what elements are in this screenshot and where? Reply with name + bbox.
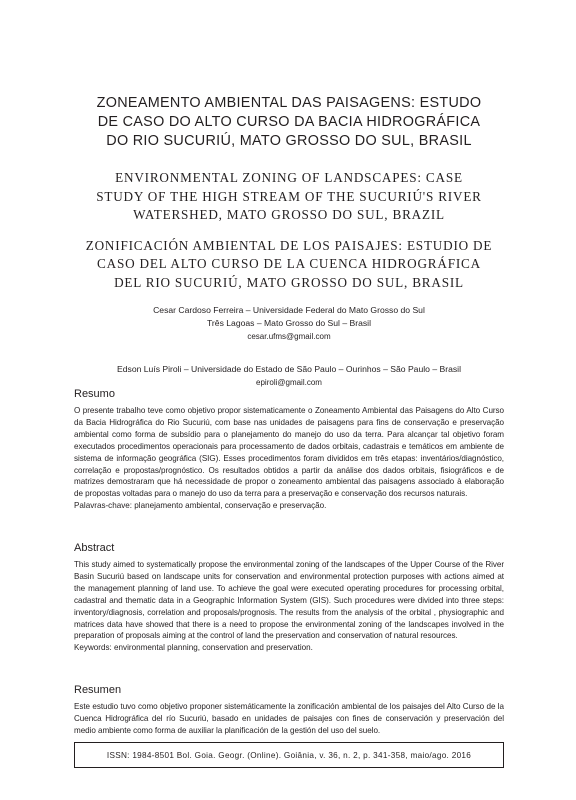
author-1: [74, 304, 504, 343]
title-english: [74, 169, 504, 225]
title-en-line: WATERSHED, MATO GROSSO DO SUL, BRAZIL: [133, 207, 445, 222]
author-1-location: Três Lagoas – Mato Grosso do Sul – Brasil: [207, 318, 371, 328]
resumo-text: O presente trabalho teve como objetivo propor sistematicamente o Zoneamento Ambiental das Paisagens do Alto Curso da Bacia Hidrográfica do Rio Sucuriú, com base nas unidades de paisagens para fins de conservação e preservação ambiental como forma de subsídio para o planejamento do manejo do uso da terra. Para alcançar tal objetivo foram executados procedimentos operacionais para processamento de dados orbitais, cadastrais e temáticos em ambiente de sistema de informação geográfica (SIG). Esses procedimentos foram divididos em três etapas: inventários/diagnóstico, correlação e propostas/prognóstico. Os resultados obtidos a partir da análise dos dados orbitais, fisiográficos e de matrizes demostraram que há necessidade de propor o zoneamento ambiental das paisagens associado à elaboração de propostas voltadas para o manejo do uso da terra para a preservação e conservação dos recursos naturais.: [74, 406, 504, 499]
resumo-heading: Resumo: [74, 388, 115, 400]
title-en-line: ENVIRONMENTAL ZONING OF LANDSCAPES: CASE: [115, 170, 463, 185]
resumo-keywords: Palavras-chave: planejamento ambiental, conservação e preservação.: [74, 501, 327, 511]
title-spanish: [74, 237, 504, 293]
title-block: [74, 94, 504, 389]
author-2: [74, 363, 504, 389]
abstract-keywords: Keywords: environmental planning, conservation and preservation.: [74, 643, 313, 653]
abstract-section: [74, 542, 504, 654]
title-pt-line: DO RIO SUCURIÚ, MATO GROSSO DO SUL, BRASIL: [106, 133, 472, 149]
resumen-heading: Resumen: [74, 684, 122, 696]
title-en-line: STUDY OF THE HIGH STREAM OF THE SUCURIÚ'S RIVER: [96, 188, 482, 204]
author-2-email[interactable]: epiroli@gmail.com: [256, 378, 322, 387]
author-2-name: Edson Luís Piroli – Universidade do Estado de São Paulo – Ourinhos – São Paulo – Brasil: [117, 364, 461, 374]
title-pt-line: DE CASO DO ALTO CURSO DA BACIA HIDROGRÁFICA: [97, 114, 481, 130]
journal-footer: ISSN: 1984-8501 Bol. Goia. Geogr. (Online). Goiânia, v. 36, n. 2, p. 341-358, maio/ago. 2016: [74, 742, 504, 768]
abstract-heading: Abstract: [74, 542, 115, 554]
author-1-name: Cesar Cardoso Ferreira – Universidade Federal do Mato Grosso do Sul: [153, 305, 425, 315]
author-1-email[interactable]: cesar.ufms@gmail.com: [247, 332, 331, 341]
resumo-section: [74, 388, 504, 512]
abstract-text: This study aimed to systematically propose the environmental zoning of the landscapes of the Upper Course of the River Basin Sucuriú based on landscape units for conservation and environmental protection purposes with actions aimed at the management planning of land use. To achieve the goal were executed operating procedures for processing orbital, cadastral and thematic data in a Geographic Information System (GIS). Such procedures were divided into three steps: inventory/diagnosis, correlation and proposals/prognosis. The results from the analysis of the orbital , physiographic and matrices data have showed that there is a need to propose the environmental zoning of the landscapes involved in the preparation of proposals aiming at the control of land the preservation and conservation of natural resources.: [74, 560, 504, 641]
resumen-text: Este estudio tuvo como objetivo proponer sistemáticamente la zonificación ambiental de los paisajes del Alto Curso de la Cuenca Hidrográfica del río Sucuriú, basado en unidades de paisajes con fines de conservación y preservación del medio ambiente como forma de auxiliar la planificación de la gestión del uso del suelo.: [74, 702, 504, 735]
title-es-line: DEL RIO SUCURIÚ, MATO GROSSO DO SUL, BRASIL: [114, 274, 464, 290]
resumen-section: [74, 684, 504, 737]
title-pt-line: ZONEAMENTO AMBIENTAL DAS PAISAGENS: ESTUDO: [96, 95, 482, 111]
title-es-line: CASO DEL ALTO CURSO DE LA CUENCA HIDROGRÁFICA: [97, 256, 481, 271]
title-portuguese: [74, 94, 504, 151]
title-es-line: ZONIFICACIÓN AMBIENTAL DE LOS PAISAJES: ESTUDIO DE: [85, 237, 493, 253]
